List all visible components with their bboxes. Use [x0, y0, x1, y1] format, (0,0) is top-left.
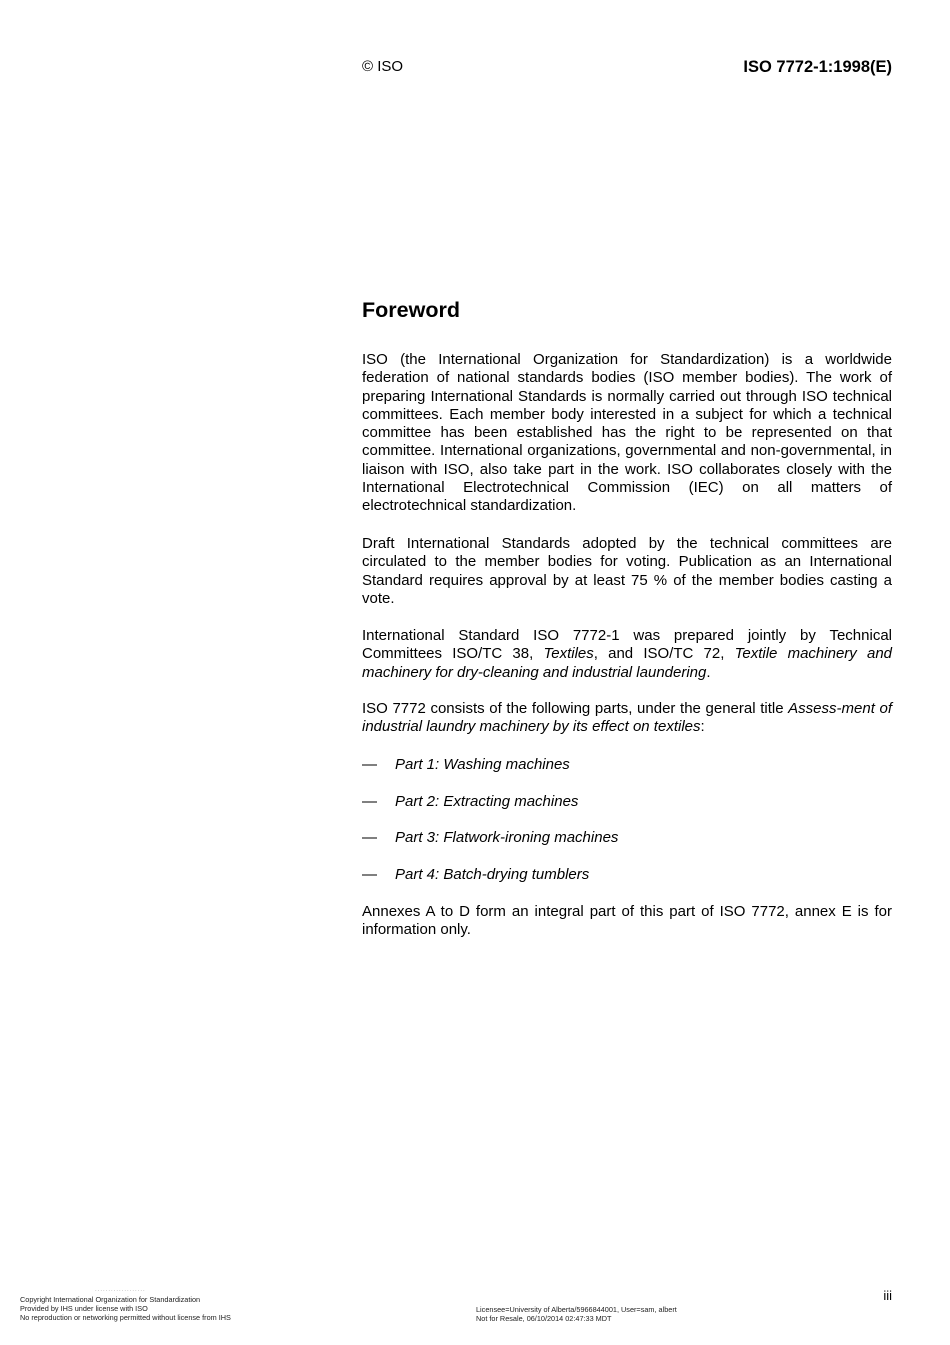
- list-item-label: Part 4: Batch-drying tumblers: [395, 866, 590, 883]
- footer-line: Copyright International Organization for Standardization: [20, 1295, 201, 1304]
- list-item-label: Part 3: Flatwork-ironing machines: [395, 829, 619, 846]
- header-standard-number: ISO 7772-1:1998(E): [743, 58, 892, 76]
- list-item: [362, 756, 892, 774]
- page-number: iii: [883, 1288, 892, 1303]
- footer-line: Not for Resale, 06/10/2014 02:47:33 MDT: [476, 1314, 612, 1324]
- p3-text-c: , and ISO/TC 72,: [593, 645, 735, 663]
- list-item: [362, 866, 892, 884]
- footer-line: Provided by IHS under license with ISO: [20, 1304, 148, 1314]
- footer-license-block: [476, 1305, 876, 1323]
- list-dash: —: [362, 866, 377, 883]
- list-item-label: Part 2: Extracting machines: [395, 793, 579, 810]
- list-item: [362, 793, 892, 811]
- list-dash: —: [362, 756, 377, 773]
- p3-committee-title: Textile machinery and machinery for dry-cleaning and industrial laundering: [362, 645, 893, 681]
- paragraph-annexes: Annexes A to D form an integral part of this part of ISO 7772, annex E is for information only.: [362, 903, 892, 939]
- header-copyright: © ISO: [362, 58, 404, 75]
- p4-text-c: :: [700, 718, 705, 736]
- list-item-label: Part 1: Washing machines: [395, 756, 570, 773]
- paragraph-draft-standards: Draft International Standards adopted by the technical committees are circulated to the member bodies for voting. Publication as an International Standard requires approval by at least 75 % of the member bodies casting a vote.: [362, 535, 892, 607]
- list-dash: —: [362, 793, 377, 810]
- footer-copyright-block: [20, 1295, 420, 1323]
- page-title: Foreword: [362, 298, 460, 322]
- list-item: [362, 829, 892, 847]
- p3-text-e: .: [706, 663, 711, 681]
- paragraph-iso-description: ISO (the International Organization for Standardization) is a worldwide federation of national standards bodies (ISO member bodies). The work of preparing International Standards is normally carried out through ISO technical committees. Each member body interested in a subject for which a technical committee has been established has the right to be represented on that committee. International organizations, governmental and non-governmental, in liaison with ISO, also take part in the work. ISO collaborates closely with the International Electrotechnical Commission (IEC) on all matters of electrotechnical standardization.: [362, 351, 892, 515]
- p4-text-a: ISO 7772 consists of the following parts, under the general title: [362, 700, 789, 717]
- paragraph-preparation: [362, 627, 892, 682]
- p3-text-a: International Standard ISO 7772-1 was prepared jointly by Technical Committees ISO/TC 38,: [362, 627, 892, 663]
- paragraph-parts-intro: [362, 700, 892, 737]
- p4-general-title: Assess-ment of industrial laundry machinery by its effect on textiles: [362, 700, 893, 736]
- footer-line: No reproduction or networking permitted without license from IHS: [20, 1313, 231, 1323]
- p3-textiles: Textiles: [543, 645, 594, 663]
- list-dash: —: [362, 829, 377, 846]
- footer-line: Licensee=University of Alberta/5966844001, User=sam, albert: [476, 1305, 677, 1314]
- footer-smudge: ...................: [95, 1287, 146, 1293]
